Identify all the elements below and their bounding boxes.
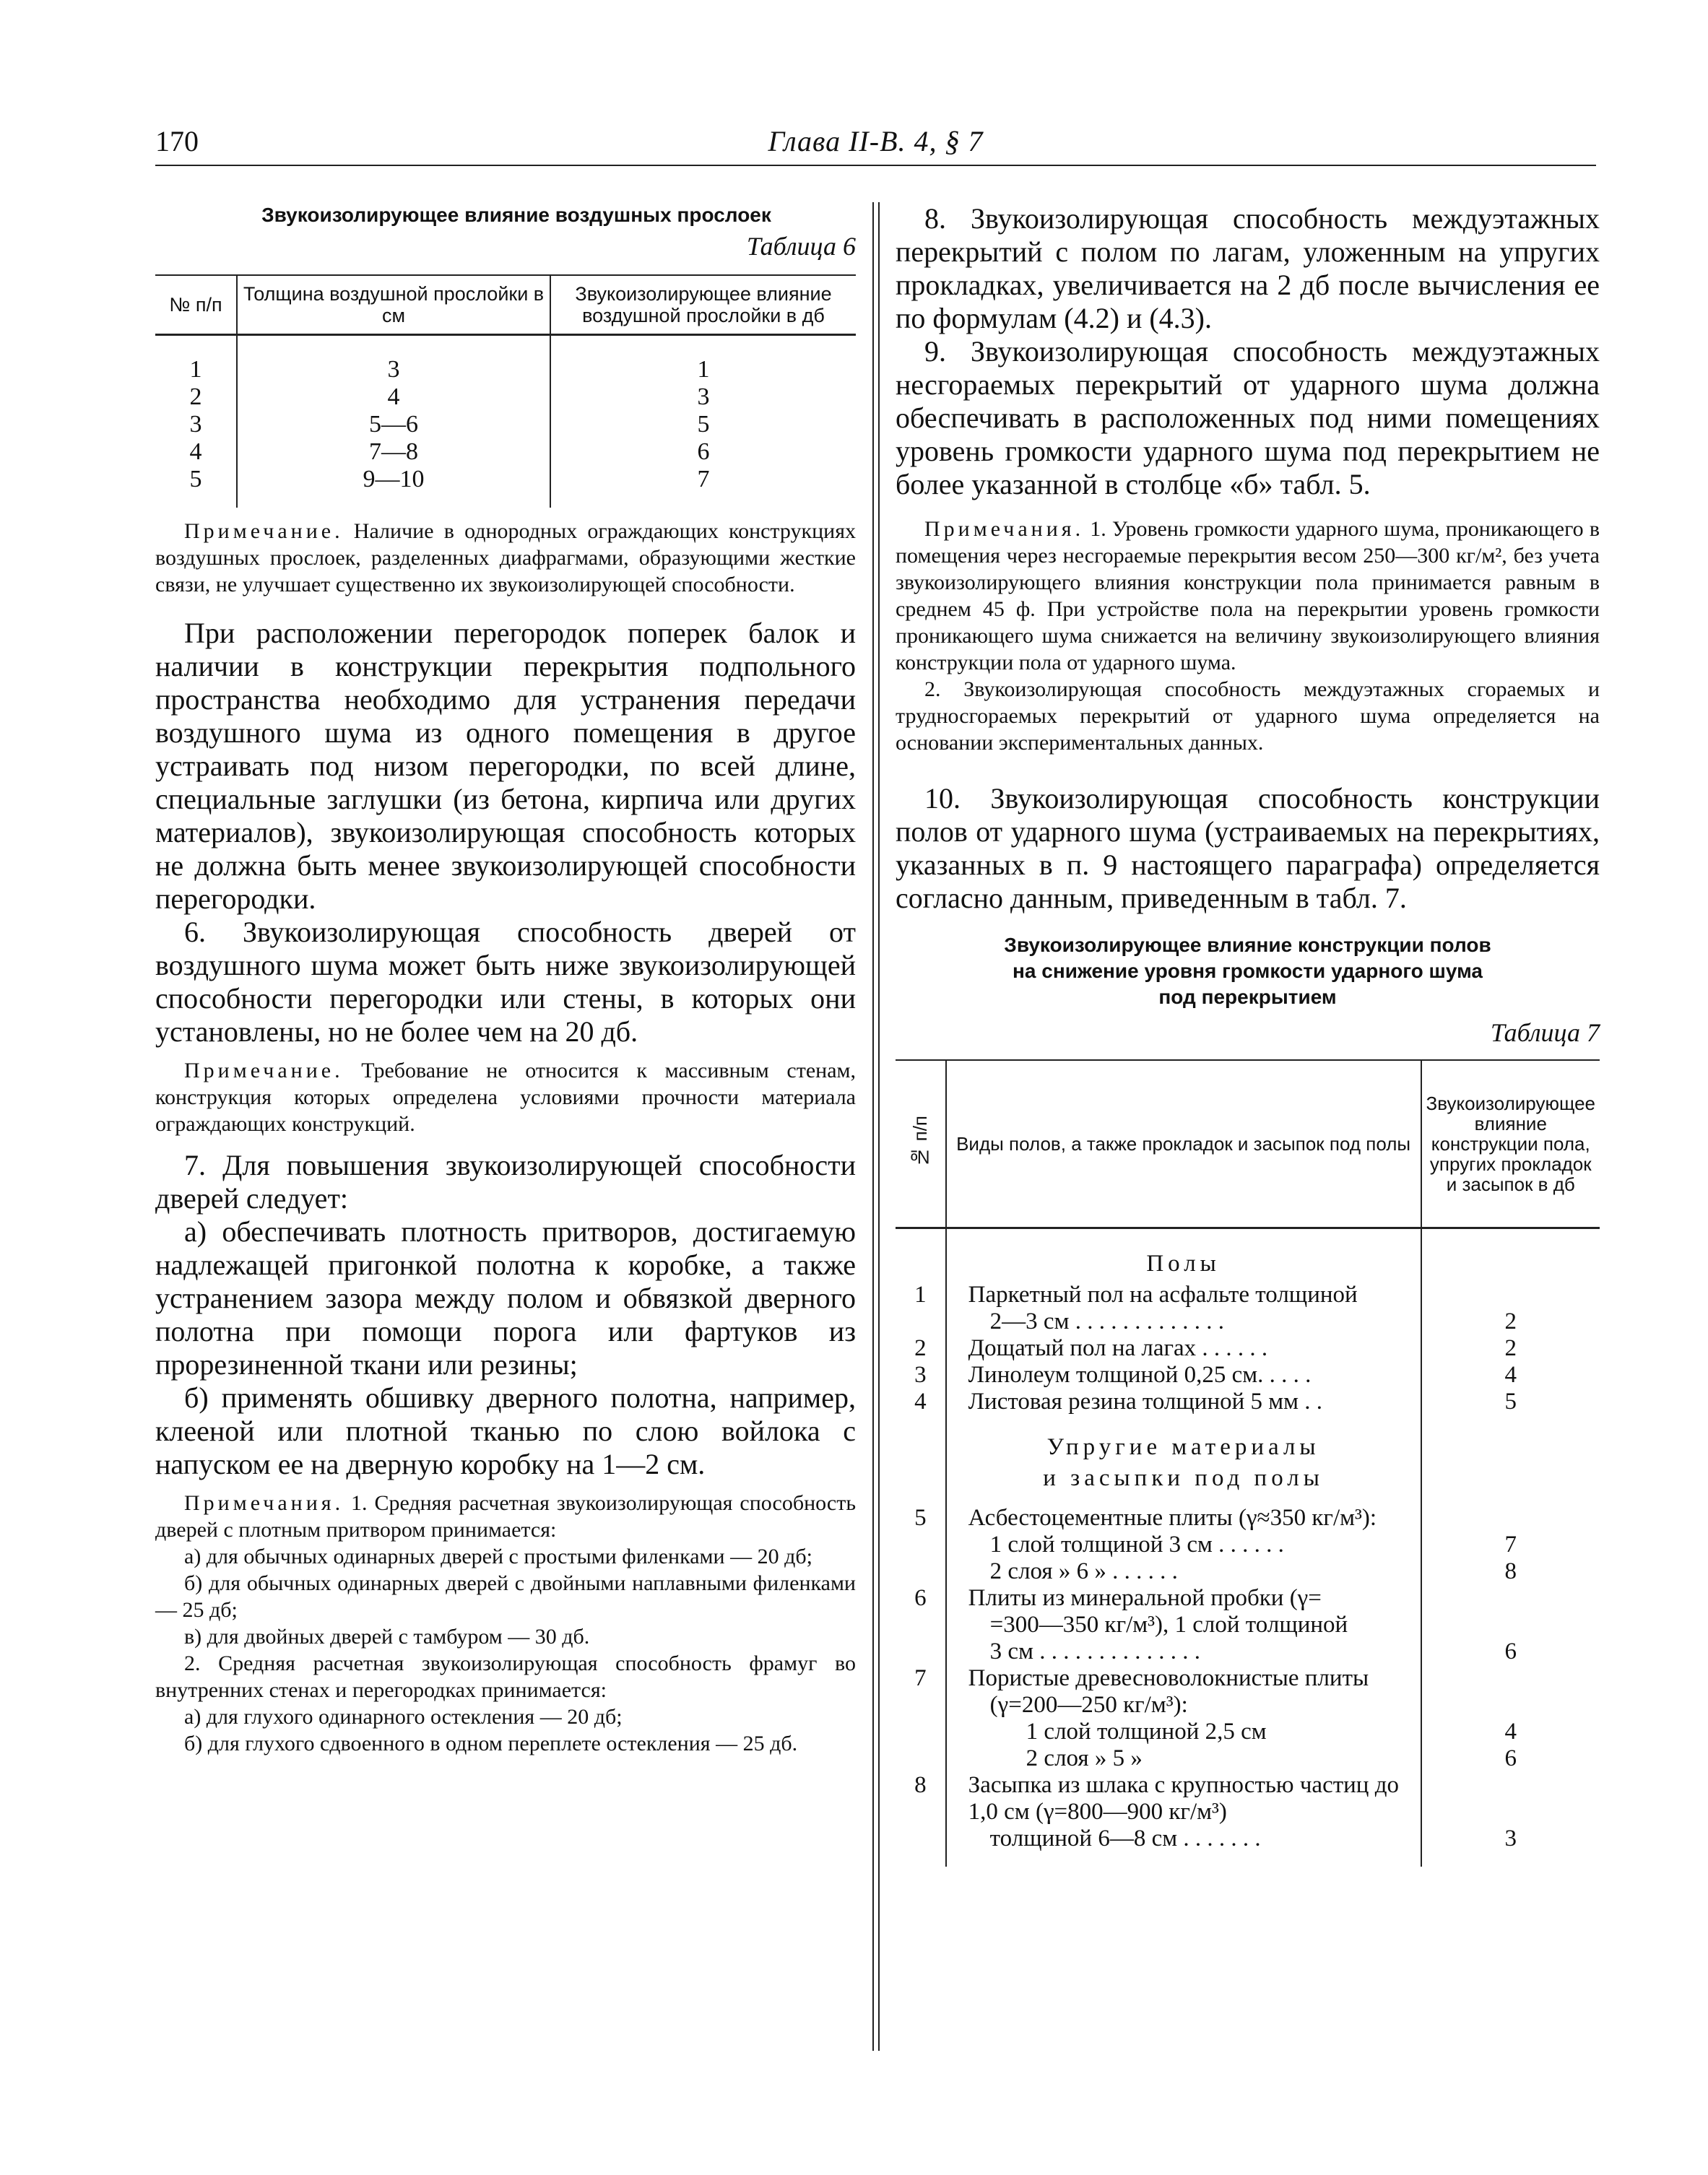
table6-header-effect: Звукоизолирующее влияние воздушной прослойки в дб — [550, 275, 856, 335]
notes-7-2: 2. Средняя расчетная звукоизолирующая способность фрамуг во внутренних стенах и перегородках принимается: — [155, 1651, 856, 1702]
table-row: 1 слой толщиной 3 см . . . . . . 7 — [896, 1532, 1600, 1558]
table-row: =300—350 кг/м³), 1 слой толщиной — [896, 1612, 1600, 1638]
cell-num: 2 — [189, 383, 202, 410]
page-header — [155, 121, 1596, 166]
paragraph-6: 6. Звукоизолирующая способность дверей от воздушного шума может быть ниже звукоизолирующей способности перегородки или стены, в которых они установлены, но не более чем на 20 дб. — [155, 916, 856, 1048]
table-row: 3 см . . . . . . . . . . . . . . 6 — [896, 1638, 1600, 1665]
cell-effect: 3 — [550, 383, 856, 411]
cell-num: 1 — [189, 356, 202, 383]
notes-7-2b: б) для глухого сдвоенного в одном переплете остекления — 25 дб. — [184, 1732, 798, 1755]
table-row: 6 Плиты из минеральной пробки (γ= — [896, 1585, 1600, 1612]
cell-num: 4 — [189, 438, 202, 465]
table6 — [155, 274, 856, 508]
table7-title-3: под перекрытием — [1158, 986, 1337, 1008]
notes-9-1: Примечания. 1. Уровень громкости ударного шума, проникающего в помещения через несгораемые перекрытия весом 250—300 кг/м², без учета звукоизолирующего влияния конструкции пола принимается равным в среднем 45 ф. При устройстве пола на перекрытии уровень громкости проникающего шума снижается на величину звукоизолирующего влияния конструкции пола от ударного шума. — [896, 517, 1600, 674]
table7-title-1: Звукоизолирующее влияние конструкции полов — [1004, 934, 1491, 956]
paragraph-9: 9. Звукоизолирующая способность междуэтажных несгораемых перекрытий от ударного шума должна обеспечивать в расположенных под ними помещениях уровень громкости ударного шума под перекрытием не более указанной в столбце «б» табл. 5. — [896, 335, 1600, 500]
notes-7-2a: а) для глухого одинарного остекления — 20 дб; — [184, 1705, 623, 1729]
cell-thickness: 9—10 — [237, 466, 550, 493]
paragraph-partitions: При расположении перегородок поперек балок и наличии в конструкции перекрытия подпольного пространства необходимо для устранения передачи воздушного шума из одного помещения в другое устраивать под низом перегородки, по всей длине, специальные заглушки (из бетона, кирпича или других материалов), звукоизолирующая способность которых не должна быть менее звукоизолирующей способности перегородки. — [155, 617, 856, 915]
cell-thickness: 5—6 — [237, 411, 550, 438]
paragraph-7: 7. Для повышения звукоизолирующей способности дверей следует: — [155, 1149, 856, 1215]
page-number: 170 — [155, 125, 199, 157]
table6-header-num: № п/п — [169, 294, 222, 316]
cell-effect: 6 — [550, 438, 856, 466]
table-row: 2 слоя » 6 » . . . . . . 8 — [896, 1558, 1600, 1585]
table-row: (γ=200—250 кг/м³): — [896, 1692, 1600, 1719]
cell-effect: 5 — [550, 411, 856, 438]
notes-9-2: 2. Звукоизолирующая способность междуэтажных сгораемых и трудносгораемых перекрытий от ударного шума определяется на основании экспериментальных данных. — [896, 677, 1600, 755]
table-row — [155, 411, 856, 438]
notes-7-1c: в) для двойных дверей с тамбуром — 30 дб. — [184, 1625, 590, 1649]
table-row: 2 Дощатый пол на лагах . . . . . . 2 — [896, 1335, 1600, 1362]
table6-title: Звукоизолирующее влияние воздушных прослоек — [261, 204, 771, 226]
table-row: 5 Асбестоцементные плиты (γ≈350 кг/м³): — [896, 1505, 1600, 1532]
table-row: 1 слой толщиной 2,5 см 4 — [896, 1719, 1600, 1745]
paragraph-10: 10. Звукоизолирующая способность конструкции полов от ударного шума (устраиваемых на перекрытиях, указанных в п. 9 настоящего параграфа) определяется согласно данным, приведенным в табл. 7. — [896, 782, 1600, 914]
column-divider — [872, 202, 874, 2051]
table-row: 4 Листовая резина толщиной 5 мм . . 5 — [896, 1389, 1600, 1415]
table-row: 2—3 см . . . . . . . . . . . . . 2 — [896, 1308, 1600, 1335]
table-row — [155, 383, 856, 411]
table-row: 2 слоя » 5 » 6 — [896, 1745, 1600, 1772]
notes-7-1: Примечания. 1. Средняя расчетная звукоизолирующая способность дверей с плотным притвором принимается: — [155, 1491, 856, 1542]
cell-effect: 1 — [550, 356, 856, 383]
table7-header-kinds: Виды полов, а также прокладок и засыпок под полы — [946, 1060, 1421, 1228]
table7-header-effect: Звукоизолирующее влияние конструкции пола, упругих прокладок и засыпок в дб — [1421, 1060, 1600, 1228]
cell-thickness: 4 — [237, 383, 550, 411]
table-row: толщиной 6—8 см . . . . . . . 3 — [896, 1825, 1600, 1852]
table7-section-elastic-2: и засыпки под полы — [946, 1465, 1421, 1505]
running-head: Глава II-В. 4, § 7 — [768, 125, 984, 157]
table-row — [155, 356, 856, 383]
cell-num: 3 — [189, 411, 202, 438]
paragraph-7a: а) обеспечивать плотность притворов, достигаемую надлежащей пригонкой полотна к коробке, а также устранением зазора между полом и обвязкой дверного полотна при помощи порога или фартуков из прорезиненной ткани или резины; — [155, 1215, 856, 1381]
table7-header-num: № п/п — [909, 1116, 932, 1168]
table7-label: Таблица 7 — [1490, 1018, 1600, 1047]
notes-7-1b: б) для обычных одинарных дверей с двойными наплавными филенками — 25 дб; — [155, 1571, 856, 1622]
cell-effect: 7 — [550, 466, 856, 493]
table7-section-floors: Полы — [946, 1241, 1421, 1282]
table7 — [896, 1059, 1600, 1867]
table7-title-2: на снижение уровня громкости ударного шума — [1013, 960, 1483, 982]
table6-header-thickness: Толщина воздушной прослойки в см — [237, 275, 550, 335]
table-row — [155, 438, 856, 466]
table-row: 8 Засыпка из шлака с крупностью частиц до 1,0 см (γ=800—900 кг/м³) — [896, 1772, 1600, 1825]
right-column — [896, 202, 1600, 1867]
table-row: 3 Линолеум толщиной 0,25 см. . . . . 4 — [896, 1362, 1600, 1389]
paragraph-8: 8. Звукоизолирующая способность междуэтажных перекрытий с полом по лагам, уложенным на упругих прокладках, увеличивается на 2 дб после вычисления ее по формулам (4.2) и (4.3). — [896, 202, 1600, 334]
table6-label: Таблица 6 — [746, 232, 856, 261]
note-6: Примечание. Требование не относится к массивным стенам, конструкция которых определена условиями прочности материала ограждающих конструкций. — [155, 1059, 856, 1136]
cell-thickness: 7—8 — [237, 438, 550, 466]
cell-thickness: 3 — [237, 356, 550, 383]
table-row: 1 Паркетный пол на асфальте толщиной — [896, 1282, 1600, 1308]
table-row: 7 Пористые древесноволокнистые плиты — [896, 1665, 1600, 1692]
column-divider — [878, 202, 880, 2051]
table6-note: Примечание. Наличие в однородных ограждающих конструкциях воздушных прослоек, разделенных диафрагмами, образующими жесткие связи, не улучшает существенно их звукоизолирующей способности. — [155, 519, 856, 596]
notes-7-1a: а) для обычных одинарных дверей с простыми филенками — 20 дб; — [184, 1545, 812, 1568]
left-column — [155, 202, 856, 1757]
cell-num: 5 — [189, 466, 202, 492]
table7-section-elastic-1: Упругие материалы — [946, 1415, 1421, 1465]
paragraph-7b: б) применять обшивку дверного полотна, например, клееной или плотной тканью по слою войлока с напуском ее на дверную коробку на 1—2 см. — [155, 1381, 856, 1480]
table-row — [155, 466, 856, 493]
